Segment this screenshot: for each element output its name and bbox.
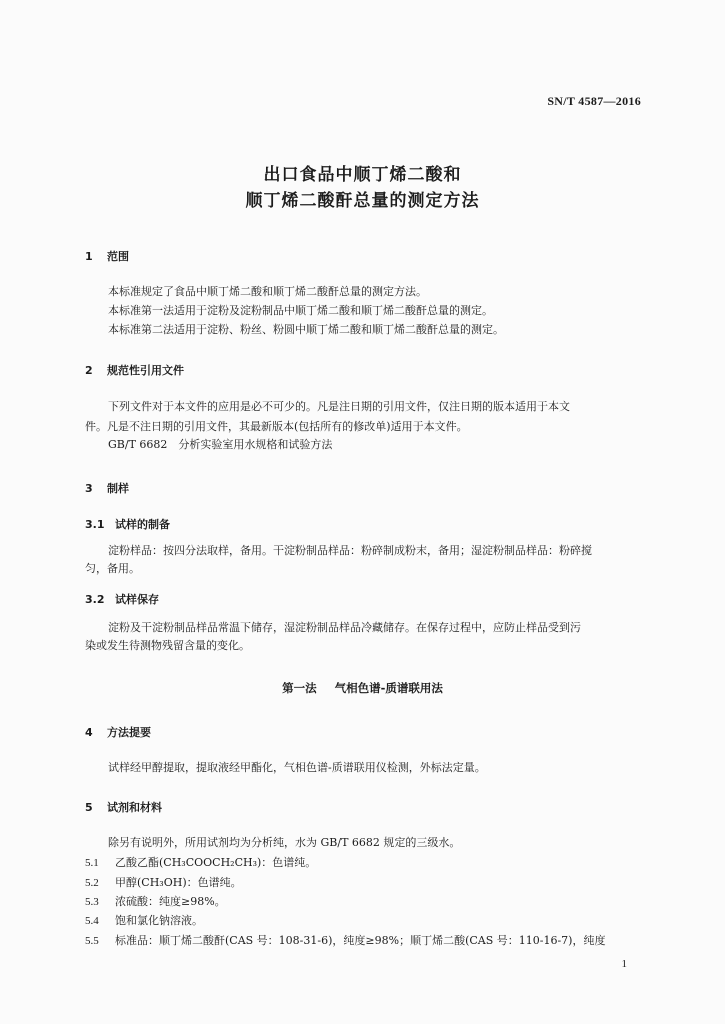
item-number: 5.5 [85, 935, 99, 947]
standard-number: SN/T 4587—2016 [547, 94, 641, 108]
paragraph: 淀粉及干淀粉制品样品常温下储存，湿淀粉制品样品冷藏储存。在保存过程中，应防止样品受到污 [108, 621, 581, 634]
list-item [85, 856, 316, 870]
list-item [85, 876, 242, 890]
section-5-heading [85, 799, 162, 815]
section-title: 范围 [107, 250, 129, 263]
paragraph: 本标准第二法适用于淀粉、粉丝、粉圆中顺丁烯二酸和顺丁烯二酸酐总量的测定。 [108, 323, 504, 336]
list-item [85, 895, 226, 909]
section-number: 4 [85, 726, 93, 739]
section-1-heading [85, 248, 129, 264]
item-text: 标准品：顺丁烯二酸酐(CAS 号：108-31-6)，纯度≥98%；顺丁烯二酸(CAS 号：110-16-7)，纯度 [115, 934, 606, 947]
page-number: 1 [621, 958, 627, 970]
method-heading [0, 680, 725, 696]
section-title: 制样 [107, 482, 129, 495]
item-number: 5.1 [85, 857, 99, 869]
paragraph: 本标准规定了食品中顺丁烯二酸和顺丁烯二酸酐总量的测定方法。 [108, 285, 427, 298]
section-number: 3.2 [85, 593, 105, 606]
section-number: 5 [85, 801, 93, 814]
list-item [85, 914, 203, 928]
paragraph-continuation: 匀，备用。 [85, 562, 140, 575]
section-title: 试样的制备 [115, 518, 170, 531]
paragraph: 本标准第一法适用于淀粉及淀粉制品中顺丁烯二酸和顺丁烯二酸酐总量的测定。 [108, 304, 493, 317]
document-title-line-2: 顺丁烯二酸酐总量的测定方法 [245, 191, 480, 211]
list-item [85, 934, 605, 948]
paragraph: 试样经甲醇提取，提取液经甲酯化，气相色谱-质谱联用仪检测，外标法定量。 [108, 761, 486, 774]
item-text: 乙酸乙酯(CH₃COOCH₂CH₃)：色谱纯。 [115, 856, 317, 869]
section-3-1-heading [85, 516, 170, 532]
section-title: 方法提要 [107, 726, 151, 739]
paragraph: 除另有说明外，所用试剂均为分析纯，水为 GB/T 6682 规定的三级水。 [108, 836, 461, 849]
section-2-heading [85, 362, 184, 378]
item-number: 5.4 [85, 915, 99, 927]
item-text: 饱和氯化钠溶液。 [115, 914, 203, 927]
paragraph-continuation: 染或发生待测物残留含量的变化。 [85, 639, 250, 652]
section-number: 3 [85, 482, 93, 495]
item-number: 5.3 [85, 896, 99, 908]
document-title-line-1: 出口食品中顺丁烯二酸和 [263, 165, 462, 185]
paragraph: 淀粉样品：按四分法取样，备用。干淀粉制品样品：粉碎制成粉末，备用；湿淀粉制品样品：粉碎搅 [108, 544, 592, 557]
method-label: 第一法 [282, 681, 317, 695]
normative-reference: GB/T 6682 分析实验室用水规格和试验方法 [108, 438, 333, 451]
section-title: 试样保存 [115, 593, 159, 606]
item-number: 5.2 [85, 877, 99, 889]
section-number: 1 [85, 250, 93, 263]
paragraph-continuation: 件。凡是不注日期的引用文件，其最新版本(包括所有的修改单)适用于本文件。 [85, 420, 468, 433]
section-title: 试剂和材料 [107, 801, 162, 814]
paragraph: 下列文件对于本文件的应用是必不可少的。凡是注日期的引用文件，仅注日期的版本适用于本文 [108, 400, 570, 413]
item-text: 甲醇(CH₃OH)：色谱纯。 [115, 876, 242, 889]
section-title: 规范性引用文件 [107, 364, 184, 377]
section-number: 3.1 [85, 518, 105, 531]
section-3-heading [85, 480, 129, 496]
section-4-heading [85, 724, 151, 740]
method-name: 气相色谱-质谱联用法 [334, 681, 443, 695]
section-number: 2 [85, 364, 93, 377]
section-3-2-heading [85, 591, 159, 607]
item-text: 浓硫酸：纯度≥98%。 [115, 895, 226, 908]
